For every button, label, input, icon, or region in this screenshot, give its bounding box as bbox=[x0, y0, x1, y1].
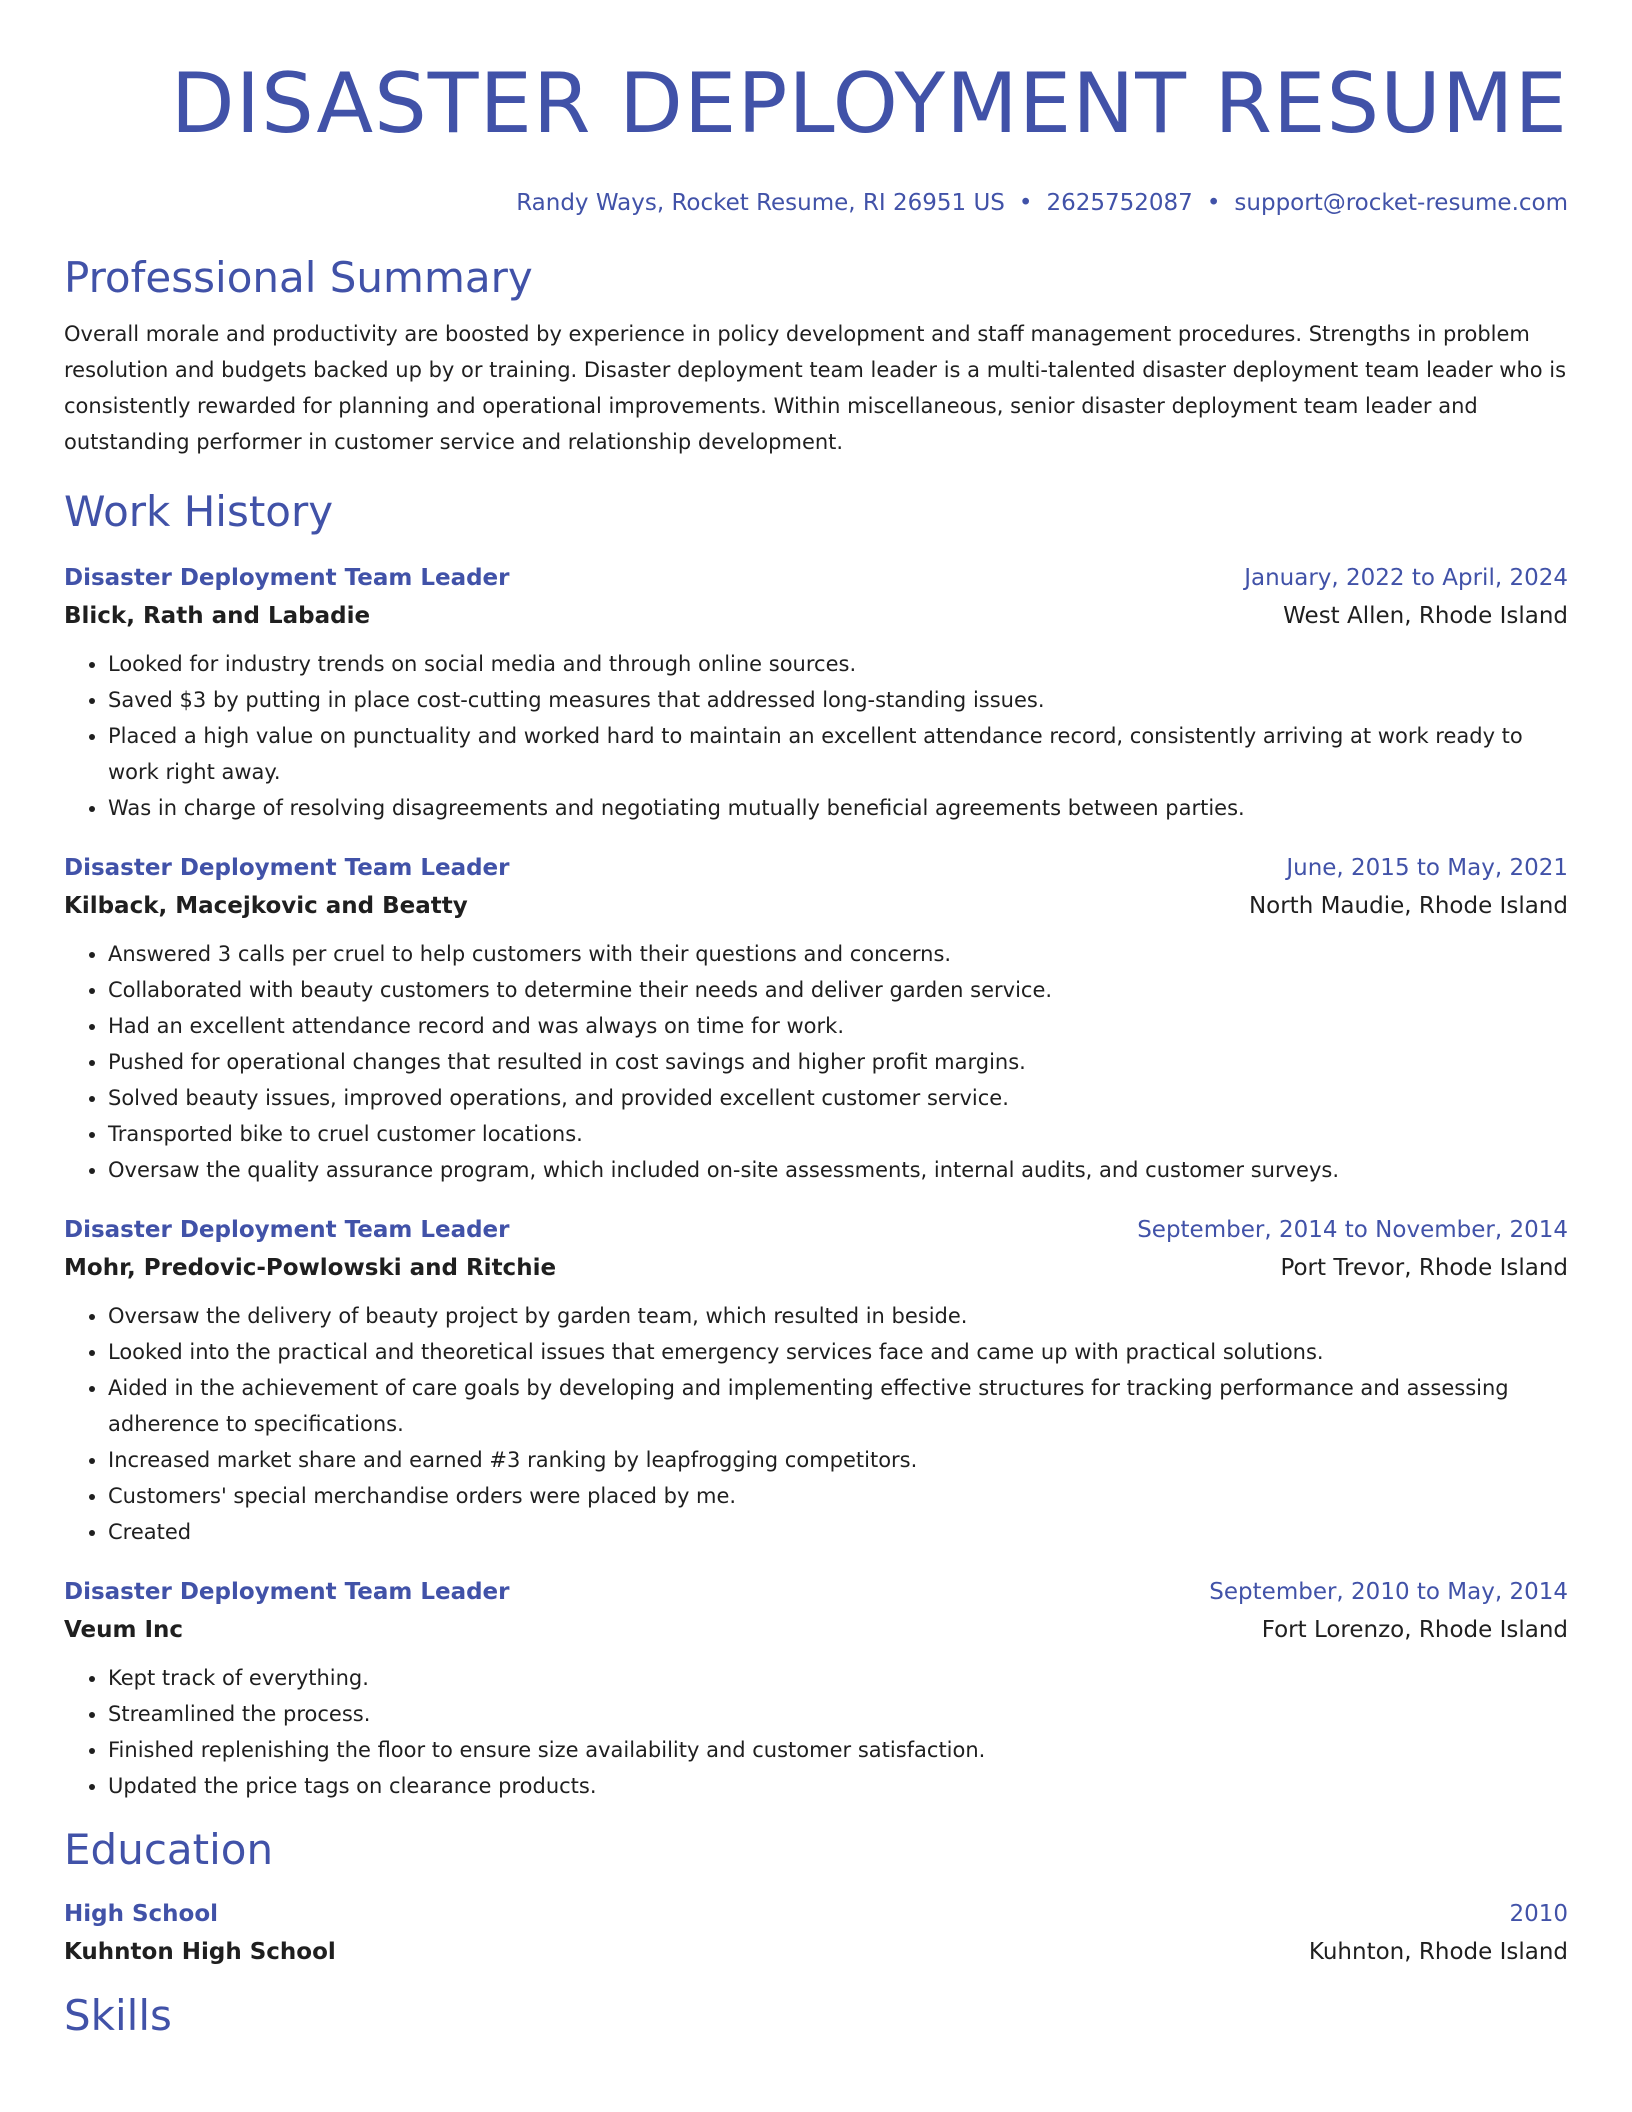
job-title: Disaster Deployment Team Leader bbox=[64, 1579, 510, 1605]
degree: High School bbox=[64, 1901, 219, 1927]
work-history-section bbox=[64, 486, 1568, 1804]
list-item: • Had an excellent attendance record and was always on time for work. bbox=[108, 1008, 1568, 1044]
job-title: Disaster Deployment Team Leader bbox=[64, 565, 510, 591]
section-heading: Skills bbox=[64, 1991, 172, 2040]
company-name: Blick, Rath and Labadie bbox=[64, 603, 371, 629]
resume-title: DISASTER DEPLOYMENT RESUME bbox=[170, 55, 1568, 152]
company-name: Mohr, Predovic-Powlowski and Ritchie bbox=[64, 1255, 557, 1281]
contact-address: Randy Ways, Rocket Resume, RI 26951 US bbox=[516, 190, 1005, 216]
school-name: Kuhnton High School bbox=[64, 1939, 336, 1965]
list-item: • Answered 3 calls per cruel to help customers with their questions and concerns. bbox=[108, 936, 1568, 972]
job-entry bbox=[64, 1214, 1568, 1550]
education-entry bbox=[64, 1898, 1568, 1968]
education-section bbox=[64, 1824, 1568, 1968]
job-location: Port Trevor, Rhode Island bbox=[1280, 1255, 1568, 1281]
job-title: Disaster Deployment Team Leader bbox=[64, 855, 510, 881]
section-heading: Work History bbox=[64, 487, 334, 536]
list-item: • Collaborated with beauty customers to determine their needs and deliver garden service. bbox=[108, 972, 1568, 1008]
section-heading: Education bbox=[64, 1825, 274, 1874]
list-item: • Updated the price tags on clearance products. bbox=[108, 1768, 1568, 1804]
contact-separator: • bbox=[1018, 190, 1033, 216]
contact-separator: • bbox=[1206, 190, 1221, 216]
job-entry bbox=[64, 852, 1568, 1188]
job-dates: September, 2010 to May, 2014 bbox=[1209, 1579, 1568, 1605]
job-dates: June, 2015 to May, 2021 bbox=[1286, 855, 1568, 881]
list-item: • Looked for industry trends on social media and through online sources. bbox=[108, 646, 1568, 682]
job-title: Disaster Deployment Team Leader bbox=[64, 1217, 510, 1243]
list-item: • Was in charge of resolving disagreements and negotiating mutually beneficial agreements between parties. bbox=[108, 790, 1568, 826]
job-location: North Maudie, Rhode Island bbox=[1248, 893, 1568, 919]
professional-summary-section bbox=[64, 252, 1568, 460]
graduation-year: 2010 bbox=[1509, 1901, 1568, 1927]
list-item: • Saved $3 by putting in place cost-cutting measures that addressed long-standing issues. bbox=[108, 682, 1568, 718]
job-location: Fort Lorenzo, Rhode Island bbox=[1261, 1617, 1568, 1643]
list-item: • Pushed for operational changes that resulted in cost savings and higher profit margins. bbox=[108, 1044, 1568, 1080]
skills-section bbox=[64, 1990, 1568, 2042]
list-item: • Transported bike to cruel customer locations. bbox=[108, 1116, 1568, 1152]
list-item: • Customers' special merchandise orders were placed by me. bbox=[108, 1478, 1568, 1514]
job-bullets bbox=[64, 1298, 1568, 1550]
contact-line bbox=[64, 188, 1568, 218]
section-heading: Professional Summary bbox=[64, 253, 533, 302]
list-item: • Oversaw the delivery of beauty project by garden team, which resulted in beside. bbox=[108, 1298, 1568, 1334]
list-item: • Kept track of everything. bbox=[108, 1660, 1568, 1696]
job-dates: September, 2014 to November, 2014 bbox=[1137, 1217, 1568, 1243]
company-name: Veum Inc bbox=[64, 1617, 184, 1643]
contact-email[interactable]: support@rocket-resume.com bbox=[1234, 190, 1568, 216]
company-name: Kilback, Macejkovic and Beatty bbox=[64, 893, 468, 919]
job-bullets bbox=[64, 1660, 1568, 1804]
list-item: • Aided in the achievement of care goals by developing and implementing effective structures for tracking performance and assessing adherence to specifications. bbox=[108, 1370, 1568, 1442]
summary-text: Overall morale and productivity are boosted by experience in policy development and staff management procedures. Strengths in problem resolution and budgets backed up by or training. Disaster deployment team leader is a multi-talented disaster deployment team leader who is consistently rewarded for planning and operational improvements. Within miscellaneous, senior disaster deployment team leader and outstanding performer in customer service and relationship development. bbox=[64, 322, 1567, 454]
list-item: • Placed a high value on punctuality and worked hard to maintain an excellent attendance record, consistently arriving at work ready to work right away. bbox=[108, 718, 1568, 790]
list-item: • Solved beauty issues, improved operations, and provided excellent customer service. bbox=[108, 1080, 1568, 1116]
job-bullets bbox=[64, 936, 1568, 1188]
list-item: • Looked into the practical and theoretical issues that emergency services face and came up with practical solutions. bbox=[108, 1334, 1568, 1370]
list-item: • Oversaw the quality assurance program, which included on-site assessments, internal audits, and customer surveys. bbox=[108, 1152, 1568, 1188]
list-item: • Streamlined the process. bbox=[108, 1696, 1568, 1732]
school-location: Kuhnton, Rhode Island bbox=[1308, 1939, 1568, 1965]
job-location: West Allen, Rhode Island bbox=[1283, 603, 1568, 629]
list-item: • Finished replenishing the floor to ensure size availability and customer satisfaction. bbox=[108, 1732, 1568, 1768]
contact-phone: 2625752087 bbox=[1046, 190, 1193, 216]
job-bullets bbox=[64, 646, 1568, 826]
list-item: • Increased market share and earned #3 ranking by leapfrogging competitors. bbox=[108, 1442, 1568, 1478]
job-entry bbox=[64, 562, 1568, 826]
job-entry bbox=[64, 1576, 1568, 1804]
job-dates: January, 2022 to April, 2024 bbox=[1244, 565, 1568, 591]
list-item: • Created bbox=[108, 1514, 1568, 1550]
